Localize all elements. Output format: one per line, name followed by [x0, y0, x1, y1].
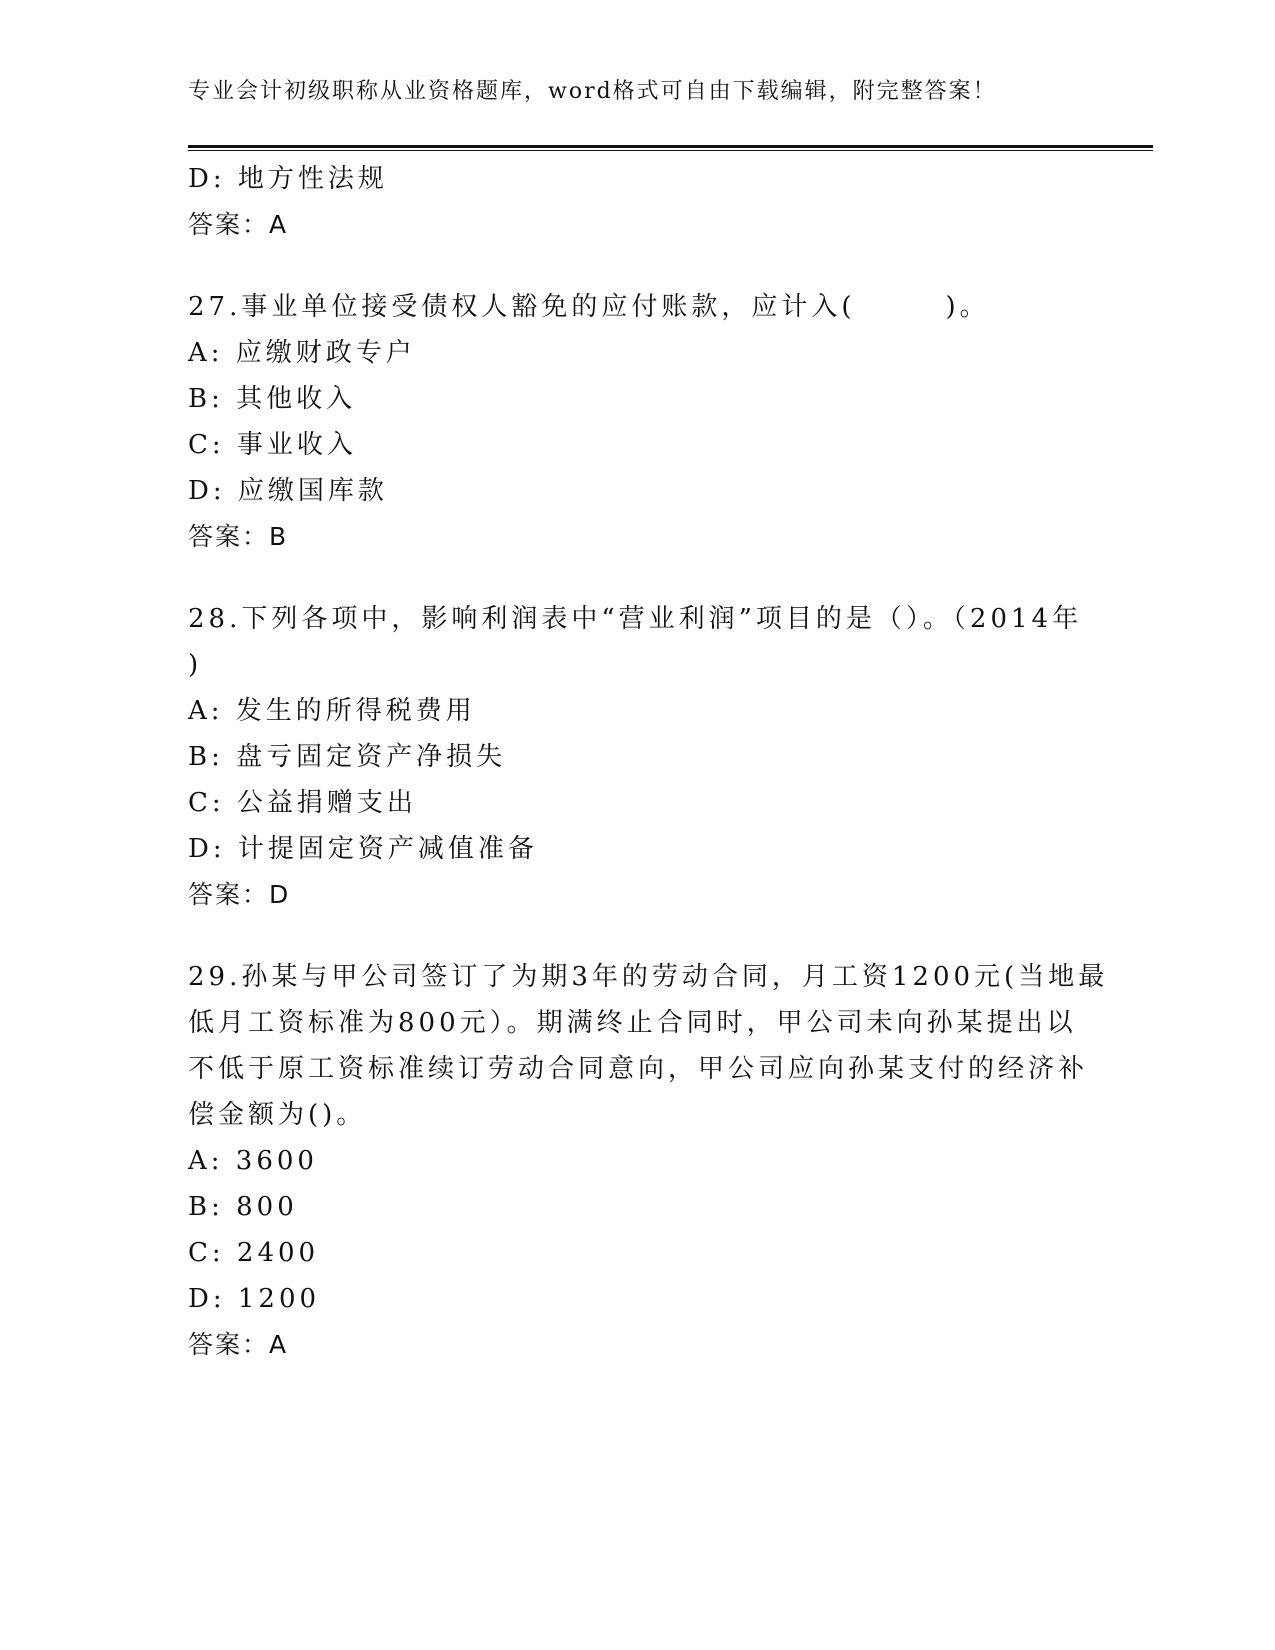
- option-c: C: 事业收入: [188, 430, 357, 460]
- option-d: D: 计提固定资产减值准备: [188, 834, 538, 864]
- document-body: [188, 156, 1118, 1368]
- option-d: D: 地方性法规: [188, 164, 388, 194]
- page-header: 专业会计初级职称从业资格题库，word格式可自由下载编辑，附完整答案！: [188, 79, 997, 104]
- option-c: C: 2400: [188, 1238, 320, 1268]
- question-stem: 29.孙某与甲公司签订了为期3年的劳动合同，月工资1200元(当地最: [188, 962, 1109, 992]
- question-stem: 28.下列各项中，影响利润表中“营业利润”项目的是（）。（2014年: [188, 604, 1083, 634]
- option-d: D: 应缴国库款: [188, 476, 388, 506]
- option-a: A: 3600: [188, 1146, 318, 1176]
- answer-line: 答案：A: [188, 210, 289, 239]
- question-29: [188, 954, 1118, 1368]
- option-d: D: 1200: [188, 1284, 321, 1314]
- question-stem: ): [188, 650, 203, 680]
- option-c: C: 公益捐赠支出: [188, 788, 417, 818]
- answer-line: 答案：D: [188, 880, 291, 909]
- header-divider: [188, 145, 1153, 151]
- answer-line: 答案：B: [188, 522, 289, 551]
- question-27: [188, 284, 1118, 560]
- option-b: B: 800: [188, 1192, 298, 1222]
- spacer: [188, 248, 1118, 284]
- spacer: [188, 918, 1118, 954]
- spacer: [188, 560, 1118, 596]
- option-b: B: 盘亏固定资产净损失: [188, 742, 507, 772]
- question-stem: 偿金额为()。: [188, 1100, 367, 1130]
- answer-line: 答案：A: [188, 1330, 289, 1359]
- option-a: A: 应缴财政专户: [188, 338, 416, 368]
- question-stem: 低月工资标准为800元）。期满终止合同时，甲公司未向孙某提出以: [188, 1008, 1077, 1038]
- question-stem: 27.事业单位接受债权人豁免的应付账款，应计入( )。: [188, 292, 990, 322]
- option-b: B: 其他收入: [188, 384, 357, 414]
- question-28: [188, 596, 1118, 918]
- option-a: A: 发生的所得税费用: [188, 696, 476, 726]
- question-stem: 不低于原工资标准续订劳动合同意向，甲公司应向孙某支付的经济补: [188, 1054, 1089, 1084]
